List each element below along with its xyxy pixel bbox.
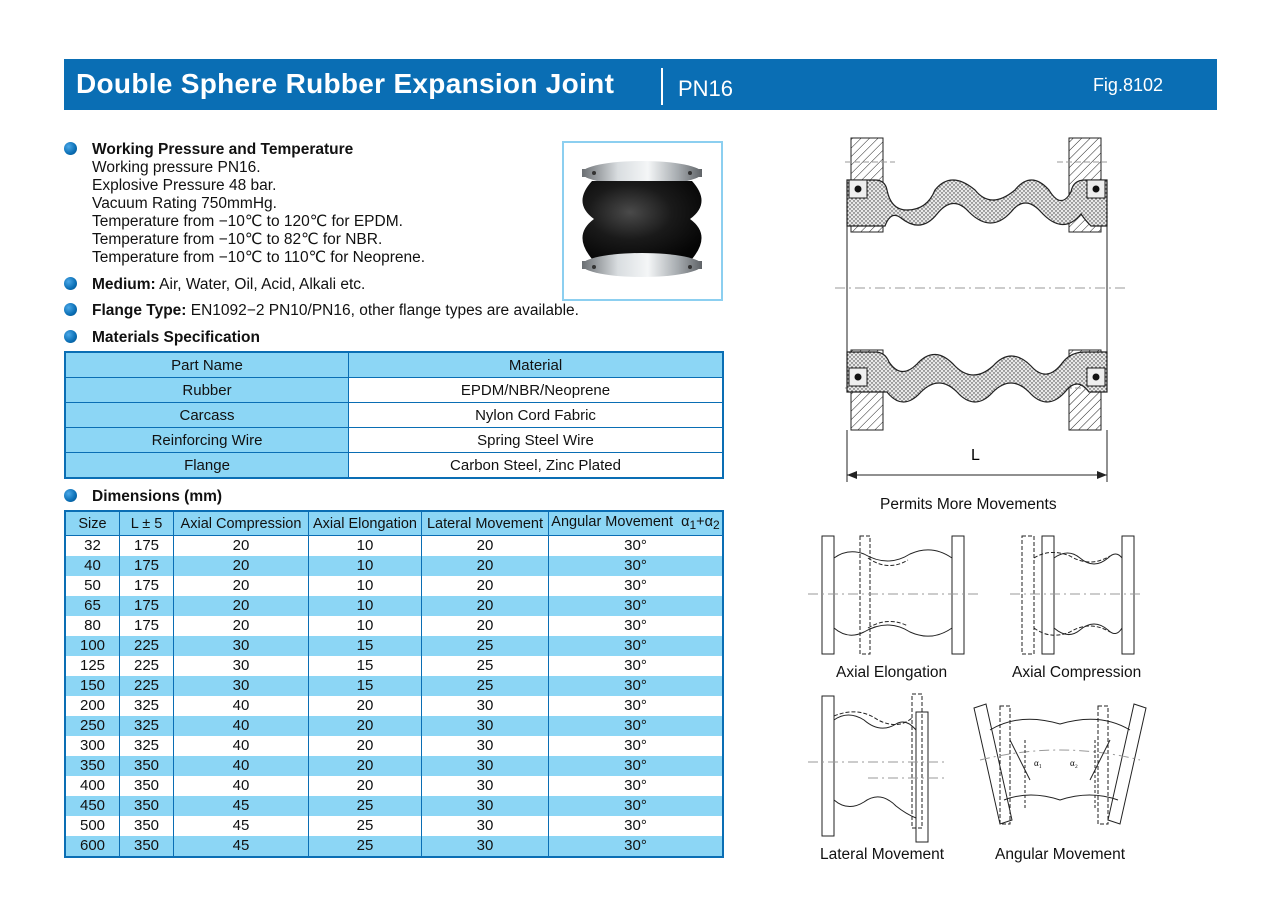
lateral-movement-cell: 30 bbox=[422, 796, 549, 816]
alpha1-label: α₁ bbox=[1034, 758, 1042, 768]
size-cell: 80 bbox=[65, 616, 120, 636]
length-cell: 225 bbox=[120, 636, 174, 656]
column-header: Lateral Movement bbox=[422, 511, 549, 536]
axial-compression-cell: 40 bbox=[174, 756, 309, 776]
main-drawing-caption: Permits More Movements bbox=[880, 496, 1057, 513]
size-cell: 40 bbox=[65, 556, 120, 576]
lateral-movement-cell: 30 bbox=[422, 736, 549, 756]
lateral-movement-cell: 30 bbox=[422, 836, 549, 857]
table-row bbox=[65, 776, 723, 796]
size-cell: 500 bbox=[65, 816, 120, 836]
axial-elongation-cell: 25 bbox=[309, 836, 422, 857]
column-header: Angular Movement $\alpha_1+\alpha_2$ bbox=[549, 511, 724, 536]
title-separator bbox=[661, 68, 663, 105]
size-cell: 350 bbox=[65, 756, 120, 776]
axial-elongation-cell: 20 bbox=[309, 756, 422, 776]
axial-elongation-cell: 15 bbox=[309, 656, 422, 676]
dimensions-heading: Dimensions (mm) bbox=[92, 488, 223, 505]
lateral-movement-cell: 30 bbox=[422, 816, 549, 836]
axial-compression-cell: 45 bbox=[174, 836, 309, 857]
angular-movement-cell: 30° bbox=[549, 636, 724, 656]
lateral-movement-cell: 25 bbox=[422, 636, 549, 656]
axial-elongation-caption: Axial Elongation bbox=[836, 664, 948, 681]
size-cell: 300 bbox=[65, 736, 120, 756]
axial-elongation-cell: 10 bbox=[309, 616, 422, 636]
angular-movement-cell: 30° bbox=[549, 776, 724, 796]
bullet-icon bbox=[64, 489, 77, 502]
axial-compression-cell: 20 bbox=[174, 576, 309, 596]
table-header-row bbox=[65, 511, 723, 536]
size-cell: 450 bbox=[65, 796, 120, 816]
table-row bbox=[65, 556, 723, 576]
axial-compression-cell: 30 bbox=[174, 636, 309, 656]
axial-elongation-cell: 20 bbox=[309, 696, 422, 716]
material-cell: EPDM/NBR/Neoprene bbox=[349, 378, 724, 403]
length-cell: 350 bbox=[120, 796, 174, 816]
axial-compression-cell: 45 bbox=[174, 816, 309, 836]
size-cell: 32 bbox=[65, 536, 120, 557]
axial-compression-cell: 40 bbox=[174, 736, 309, 756]
axial-elongation-drawing bbox=[808, 528, 978, 658]
angular-movement-cell: 30° bbox=[549, 536, 724, 557]
lateral-movement-cell: 30 bbox=[422, 716, 549, 736]
axial-elongation-cell: 20 bbox=[309, 716, 422, 736]
axial-elongation-cell: 20 bbox=[309, 736, 422, 756]
table-row bbox=[65, 756, 723, 776]
table-header-row bbox=[65, 352, 723, 378]
part-name-cell: Reinforcing Wire bbox=[65, 428, 349, 453]
table-row bbox=[65, 536, 723, 557]
cross-section-drawing bbox=[835, 130, 1125, 490]
lateral-movement-cell: 20 bbox=[422, 556, 549, 576]
table-row bbox=[65, 696, 723, 716]
size-cell: 150 bbox=[65, 676, 120, 696]
angular-movement-cell: 30° bbox=[549, 616, 724, 636]
column-header: Axial Elongation bbox=[309, 511, 422, 536]
materials-table bbox=[64, 351, 724, 479]
size-cell: 125 bbox=[65, 656, 120, 676]
size-cell: 600 bbox=[65, 836, 120, 857]
lateral-movement-cell: 30 bbox=[422, 756, 549, 776]
alpha2-label: α₂ bbox=[1070, 758, 1078, 768]
angular-movement-cell: 30° bbox=[549, 836, 724, 857]
axial-compression-cell: 45 bbox=[174, 796, 309, 816]
angular-movement-cell: 30° bbox=[549, 796, 724, 816]
angular-movement-caption: Angular Movement bbox=[995, 846, 1126, 863]
axial-elongation-cell: 10 bbox=[309, 576, 422, 596]
medium-line: Medium: Air, Water, Oil, Acid, Alkali etc. bbox=[92, 276, 366, 293]
working-detail-line: Explosive Pressure 48 bar. bbox=[92, 177, 277, 194]
axial-compression-cell: 20 bbox=[174, 616, 309, 636]
working-heading: Working Pressure and Temperature bbox=[92, 141, 354, 158]
angular-movement-cell: 30° bbox=[549, 656, 724, 676]
axial-compression-caption: Axial Compression bbox=[1012, 664, 1142, 681]
length-cell: 325 bbox=[120, 696, 174, 716]
bullet-icon bbox=[64, 303, 77, 316]
axial-compression-cell: 20 bbox=[174, 596, 309, 616]
table-row bbox=[65, 736, 723, 756]
axial-elongation-cell: 10 bbox=[309, 556, 422, 576]
material-cell: Nylon Cord Fabric bbox=[349, 403, 724, 428]
part-name-cell: Rubber bbox=[65, 378, 349, 403]
angular-movement-cell: 30° bbox=[549, 716, 724, 736]
axial-elongation-cell: 20 bbox=[309, 776, 422, 796]
table-row bbox=[65, 596, 723, 616]
table-row bbox=[65, 816, 723, 836]
axial-elongation-cell: 15 bbox=[309, 636, 422, 656]
length-label: L bbox=[971, 447, 980, 464]
bullet-icon bbox=[64, 330, 77, 343]
table-row bbox=[65, 656, 723, 676]
length-cell: 325 bbox=[120, 716, 174, 736]
length-cell: 175 bbox=[120, 576, 174, 596]
length-cell: 175 bbox=[120, 616, 174, 636]
axial-elongation-cell: 10 bbox=[309, 596, 422, 616]
angular-movement-cell: 30° bbox=[549, 736, 724, 756]
size-cell: 250 bbox=[65, 716, 120, 736]
column-header: L ± 5 bbox=[120, 511, 174, 536]
length-cell: 350 bbox=[120, 776, 174, 796]
working-detail-line: Vacuum Rating 750mmHg. bbox=[92, 195, 277, 212]
angular-movement-cell: 30° bbox=[549, 756, 724, 776]
table-row bbox=[65, 428, 723, 453]
length-cell: 350 bbox=[120, 836, 174, 857]
length-cell: 175 bbox=[120, 596, 174, 616]
column-header: Part Name bbox=[65, 352, 349, 378]
title-banner bbox=[64, 59, 1217, 110]
length-cell: 325 bbox=[120, 736, 174, 756]
size-cell: 65 bbox=[65, 596, 120, 616]
lateral-movement-cell: 30 bbox=[422, 776, 549, 796]
lateral-movement-cell: 25 bbox=[422, 676, 549, 696]
axial-compression-cell: 30 bbox=[174, 676, 309, 696]
lateral-movement-cell: 25 bbox=[422, 656, 549, 676]
lateral-movement-cell: 20 bbox=[422, 596, 549, 616]
lateral-movement-cell: 20 bbox=[422, 536, 549, 557]
axial-compression-cell: 40 bbox=[174, 696, 309, 716]
length-cell: 350 bbox=[120, 816, 174, 836]
angular-movement-cell: 30° bbox=[549, 556, 724, 576]
lateral-movement-cell: 30 bbox=[422, 696, 549, 716]
column-header: Size bbox=[65, 511, 120, 536]
lateral-movement-caption: Lateral Movement bbox=[820, 846, 945, 863]
size-cell: 50 bbox=[65, 576, 120, 596]
table-row bbox=[65, 576, 723, 596]
material-cell: Spring Steel Wire bbox=[349, 428, 724, 453]
axial-compression-cell: 40 bbox=[174, 776, 309, 796]
axial-compression-cell: 20 bbox=[174, 556, 309, 576]
axial-compression-drawing bbox=[1010, 528, 1140, 658]
dimensions-table bbox=[64, 510, 724, 858]
working-detail-line: Temperature from −10℃ to 120℃ for EPDM. bbox=[92, 213, 403, 230]
table-row bbox=[65, 716, 723, 736]
angular-movement-cell: 30° bbox=[549, 696, 724, 716]
length-cell: 225 bbox=[120, 656, 174, 676]
column-header: Axial Compression bbox=[174, 511, 309, 536]
material-cell: Carbon Steel, Zinc Plated bbox=[349, 453, 724, 479]
working-detail-line: Temperature from −10℃ to 110℃ for Neoprene. bbox=[92, 249, 426, 266]
product-photo bbox=[562, 141, 723, 301]
axial-elongation-cell: 25 bbox=[309, 796, 422, 816]
axial-elongation-cell: 15 bbox=[309, 676, 422, 696]
size-cell: 100 bbox=[65, 636, 120, 656]
table-row bbox=[65, 453, 723, 479]
axial-elongation-cell: 10 bbox=[309, 536, 422, 557]
table-row bbox=[65, 636, 723, 656]
angular-movement-cell: 30° bbox=[549, 676, 724, 696]
length-cell: 175 bbox=[120, 556, 174, 576]
lateral-movement-drawing bbox=[808, 690, 948, 845]
angular-movement-cell: 30° bbox=[549, 576, 724, 596]
working-detail-line: Temperature from −10℃ to 82℃ for NBR. bbox=[92, 231, 383, 248]
axial-elongation-cell: 25 bbox=[309, 816, 422, 836]
pressure-class: PN16 bbox=[678, 76, 734, 101]
lateral-movement-cell: 20 bbox=[422, 576, 549, 596]
length-cell: 225 bbox=[120, 676, 174, 696]
length-cell: 350 bbox=[120, 756, 174, 776]
table-row bbox=[65, 836, 723, 857]
part-name-cell: Flange bbox=[65, 453, 349, 479]
bullet-icon bbox=[64, 277, 77, 290]
part-name-cell: Carcass bbox=[65, 403, 349, 428]
length-cell: 175 bbox=[120, 536, 174, 557]
column-header: Material bbox=[349, 352, 724, 378]
lateral-movement-cell: 20 bbox=[422, 616, 549, 636]
size-cell: 400 bbox=[65, 776, 120, 796]
table-row bbox=[65, 676, 723, 696]
axial-compression-cell: 20 bbox=[174, 536, 309, 557]
table-row bbox=[65, 403, 723, 428]
table-row bbox=[65, 616, 723, 636]
bullet-icon bbox=[64, 142, 77, 155]
angular-movement-drawing bbox=[970, 700, 1150, 830]
axial-compression-cell: 30 bbox=[174, 656, 309, 676]
working-detail-line: Working pressure PN16. bbox=[92, 159, 261, 176]
size-cell: 200 bbox=[65, 696, 120, 716]
axial-compression-cell: 40 bbox=[174, 716, 309, 736]
materials-heading: Materials Specification bbox=[92, 329, 260, 346]
table-row bbox=[65, 378, 723, 403]
flange-type-line: Flange Type: EN1092−2 PN10/PN16, other flange types are available. bbox=[92, 302, 579, 319]
page-title: Double Sphere Rubber Expansion Joint bbox=[76, 68, 615, 99]
table-row bbox=[65, 796, 723, 816]
figure-number: Fig.8102 bbox=[1092, 75, 1163, 95]
angular-movement-cell: 30° bbox=[549, 816, 724, 836]
angular-movement-cell: 30° bbox=[549, 596, 724, 616]
